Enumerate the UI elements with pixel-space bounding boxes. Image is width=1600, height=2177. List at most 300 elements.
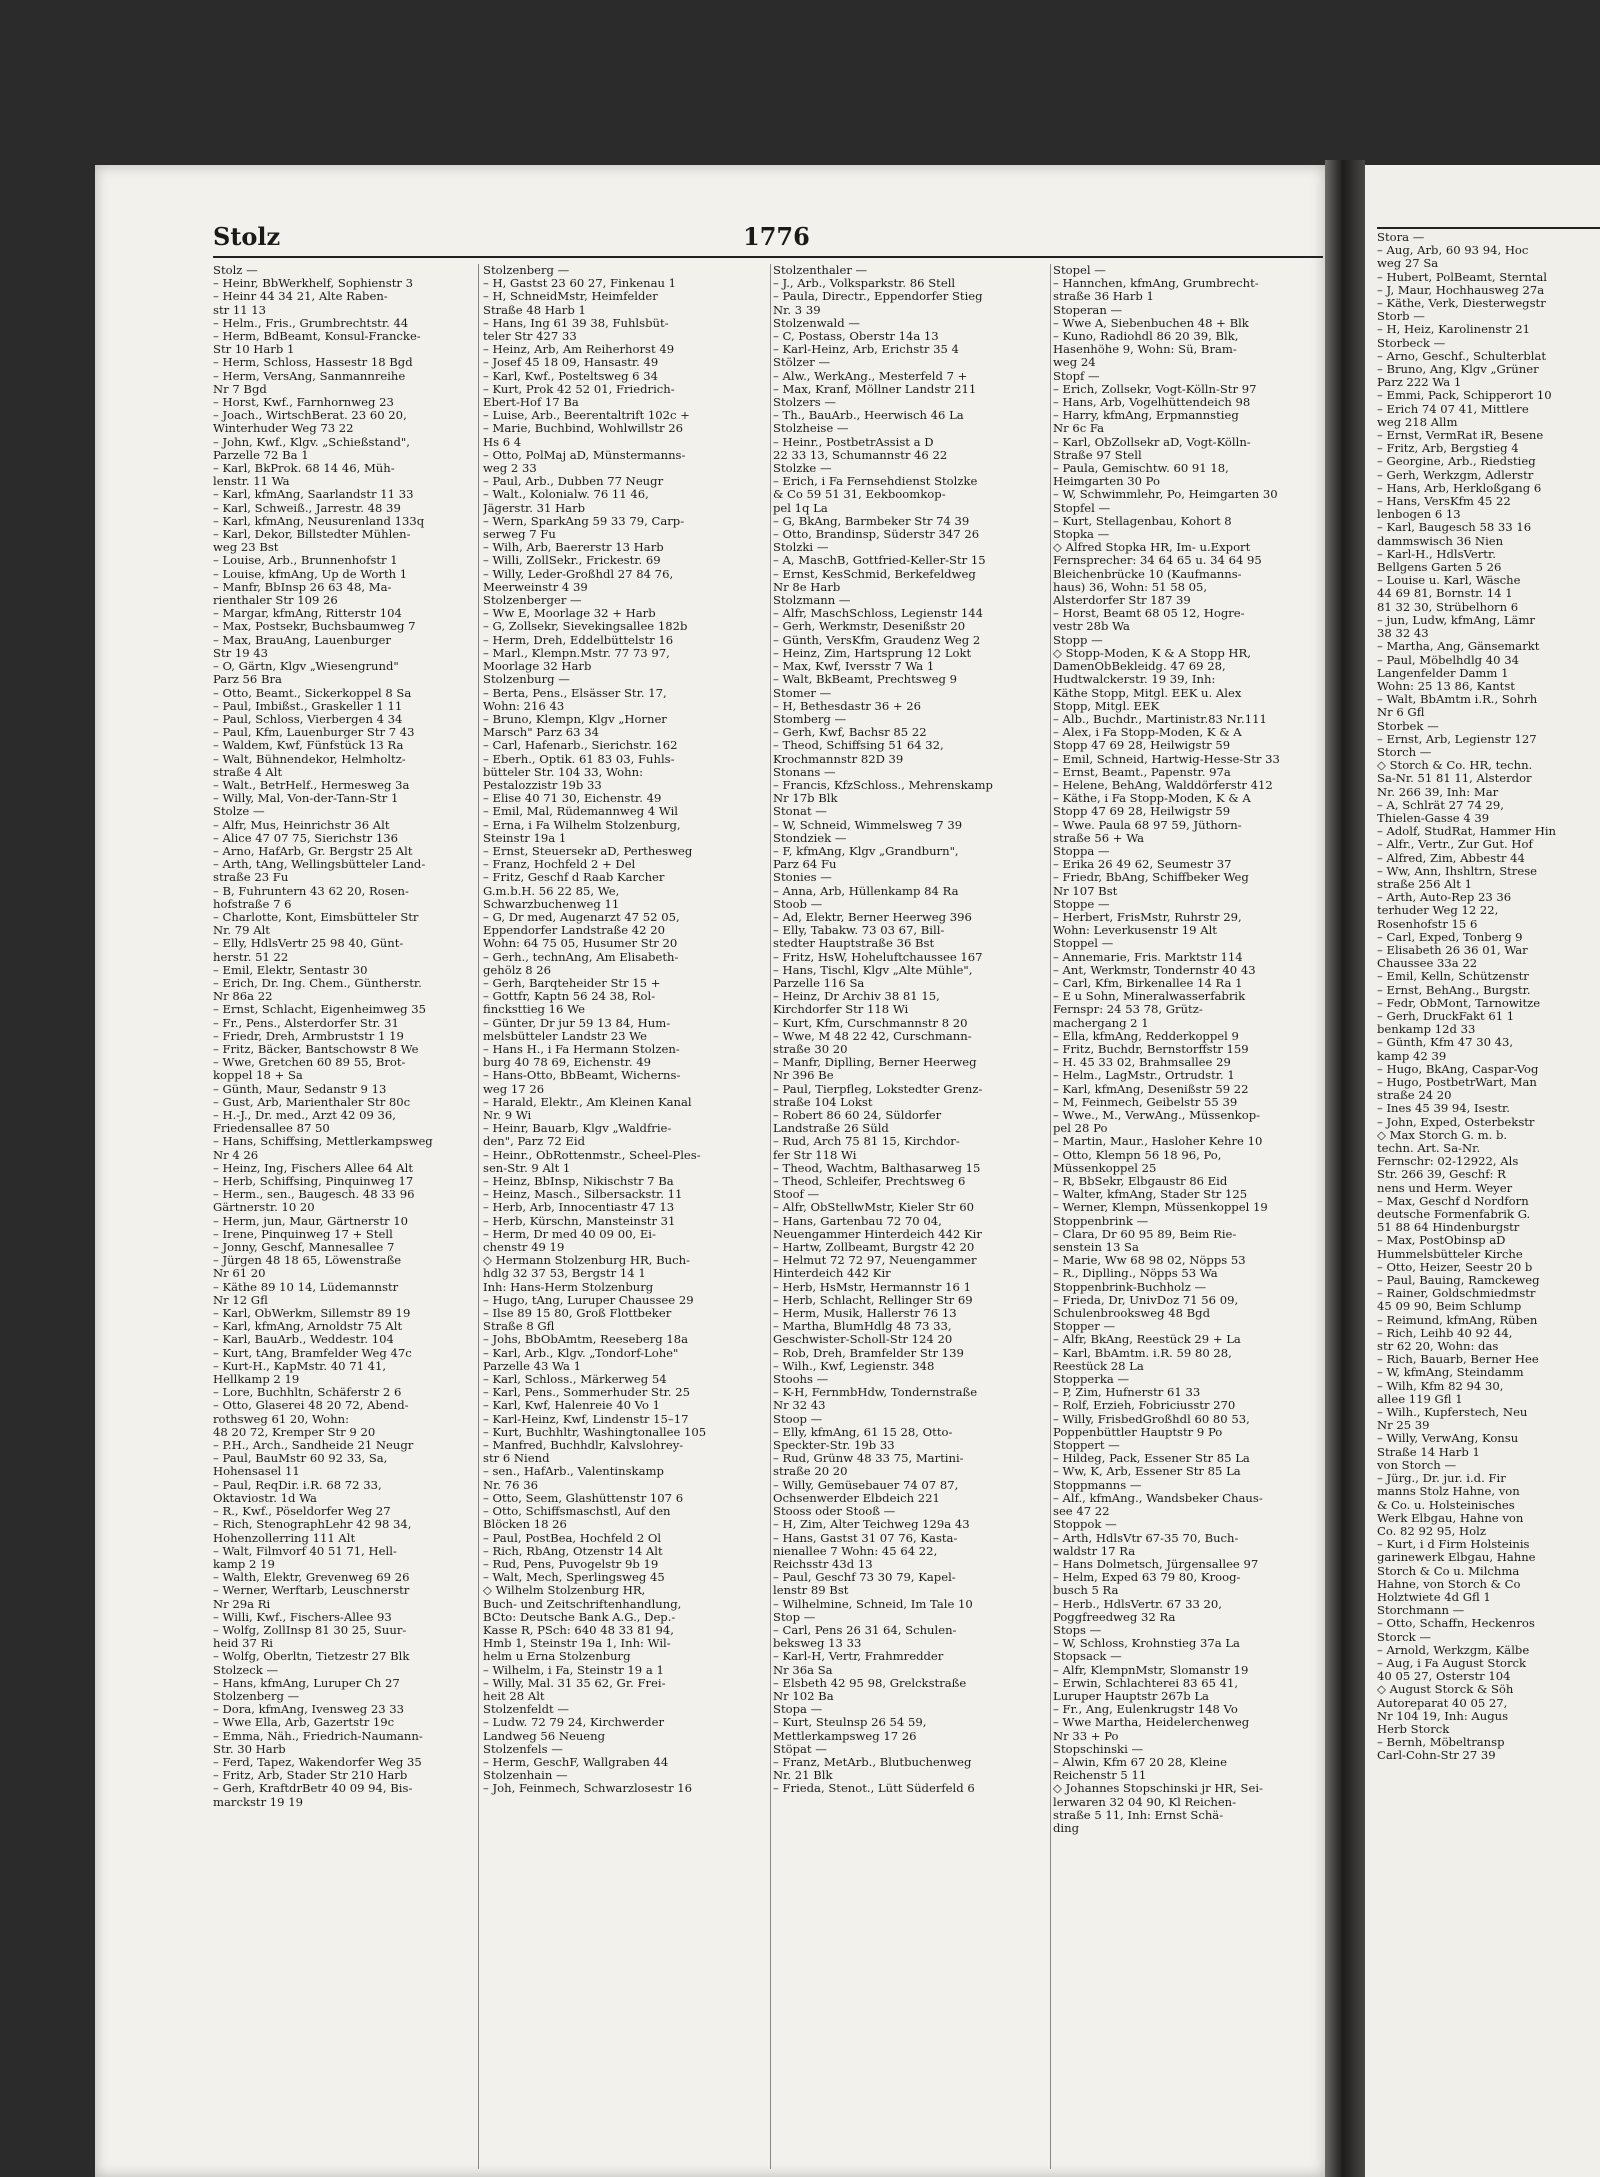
directory-entry-line: – J., Arb., Volksparkstr. 86 Stell bbox=[773, 277, 956, 291]
directory-entry-line: – Wwe Martha, Heidelerchenweg bbox=[1053, 1716, 1250, 1730]
directory-entry-line: – Eberh., Optik. 61 83 03, Fuhls- bbox=[483, 752, 675, 766]
directory-entry-line: Fernsprecher: 34 64 65 u. 34 64 95 bbox=[1053, 554, 1262, 568]
directory-entry-line: – Theod, Wachtm, Balthasarweg 15 bbox=[773, 1161, 981, 1175]
directory-entry-line: Stomberg — bbox=[773, 712, 847, 726]
directory-entry-line: pel 1q La bbox=[773, 501, 828, 515]
directory-entry-line: Stoppenbrink-Buchholz — bbox=[1053, 1280, 1207, 1294]
next-page-entry-line: ◇ Max Storch G. m. b. bbox=[1377, 1128, 1508, 1142]
directory-entry-line: – Ernst, Steuersekr aD, Perthesweg bbox=[483, 844, 693, 858]
directory-entry-line: – Ww E, Moorlage 32 + Harb bbox=[483, 607, 656, 621]
directory-entry-line: – Otto, Seem, Glashüttenstr 107 6 bbox=[483, 1491, 684, 1505]
next-page-entry-line: – Elisabeth 26 36 01, War bbox=[1377, 943, 1528, 957]
directory-entry-line: Poggfreedweg 32 Ra bbox=[1053, 1610, 1176, 1624]
next-page-entry-line: – Paul, Möbelhdlg 40 34 bbox=[1377, 653, 1519, 667]
next-page-entry-line: techn. Art. Sa-Nr. bbox=[1377, 1142, 1481, 1156]
directory-entry-line: – Kurt, Kfm, Curschmannstr 8 20 bbox=[773, 1016, 968, 1030]
directory-entry-line: – Gerh, Werkmstr, Desenißstr 20 bbox=[773, 620, 966, 634]
directory-entry-line: – Günth, Maur, Sedanstr 9 13 bbox=[213, 1082, 387, 1096]
directory-entry-line: – Martin, Maur., Hasloher Kehre 10 bbox=[1053, 1135, 1263, 1149]
directory-entry-line: – Horst, Kwf., Farnhornweg 23 bbox=[213, 396, 394, 410]
directory-entry-line: vestr 28b Wa bbox=[1053, 620, 1130, 634]
directory-entry-line: Stoob — bbox=[773, 897, 823, 911]
directory-entry-line: Nr 8e Harb bbox=[773, 580, 841, 594]
directory-entry-line: – B, Fuhruntern 43 62 20, Rosen- bbox=[213, 884, 409, 898]
directory-entry-line: Hs 6 4 bbox=[483, 435, 522, 449]
next-page-entry-line: – Ernst, BehAng., Burgstr. bbox=[1377, 983, 1531, 997]
next-page-entry-line: Storch & Co u. Milchma bbox=[1377, 1564, 1520, 1578]
directory-entry-line: – Walt, Filmvorf 40 51 71, Hell- bbox=[213, 1544, 397, 1558]
directory-entry-line: Nr. 3 39 bbox=[773, 303, 821, 317]
directory-entry-line: – Erika 26 49 62, Seumestr 37 bbox=[1053, 858, 1232, 872]
next-page-entry-line: – Alfr., Vertr., Zur Gut. Hof bbox=[1377, 838, 1533, 852]
directory-entry-line: Heimgarten 30 Po bbox=[1053, 475, 1160, 489]
next-page-entry-line: Herb Storck bbox=[1377, 1722, 1450, 1736]
directory-entry-line: – Käthe, i Fa Stopp-Moden, K & A bbox=[1053, 792, 1251, 806]
directory-entry-line: – Herm., sen., Baugesch. 48 33 96 bbox=[213, 1188, 415, 1202]
directory-entry-line: – Bruno, Klempn, Klgv „Horner bbox=[483, 712, 667, 726]
directory-entry-line: – Rud, Arch 75 81 15, Kirchdor- bbox=[773, 1135, 960, 1149]
directory-entry-line: Stolz — bbox=[213, 264, 258, 277]
directory-entry-line: Straße 48 Harb 1 bbox=[483, 303, 586, 317]
next-page-entry-line: – Erich 74 07 41, Mittlere bbox=[1377, 402, 1529, 416]
directory-entry-line: – Werner, Klempn, Müssenkoppel 19 bbox=[1053, 1201, 1268, 1215]
directory-entry-line: Parz 64 Fu bbox=[773, 858, 837, 872]
directory-entry-line: Stölzer — bbox=[773, 356, 831, 370]
directory-entry-line: Ochsenwerder Elbdeich 221 bbox=[773, 1491, 940, 1505]
next-page-entry-line: – Jürg., Dr. jur. i.d. Fir bbox=[1377, 1472, 1506, 1486]
directory-entry-line: – Kurt, Buchhltr, Washingtonallee 105 bbox=[483, 1425, 707, 1439]
directory-entry-line: Parzelle 72 Ba 1 bbox=[213, 448, 309, 462]
directory-entry-line: – Rud, Grünw 48 33 75, Martini- bbox=[773, 1452, 964, 1466]
next-page-entry-line: – Emmi, Pack, Schipperort 10 bbox=[1377, 389, 1552, 403]
directory-entry-line: – Helm., Fris., Grumbrechtstr. 44 bbox=[213, 316, 409, 330]
directory-entry-line: ◇ Hermann Stolzenburg HR, Buch- bbox=[483, 1254, 690, 1268]
directory-entry-line: – Berta, Pens., Elsässer Str. 17, bbox=[483, 686, 667, 700]
directory-entry-line: Nr. 79 Alt bbox=[213, 924, 270, 938]
directory-entry-line: – Karl, BauArb., Weddestr. 104 bbox=[213, 1333, 394, 1347]
directory-entry-line: – Lore, Buchhltn, Schäferstr 2 6 bbox=[213, 1386, 402, 1400]
directory-entry-line: – Wolfg, Oberltn, Tietzestr 27 Blk bbox=[213, 1650, 410, 1664]
directory-entry-line: – Harald, Elektr., Am Kleinen Kanal bbox=[483, 1095, 692, 1109]
directory-entry-line: – Karl, Kwf, Halenreie 40 Vo 1 bbox=[483, 1399, 661, 1413]
next-page-column bbox=[1377, 231, 1600, 1763]
directory-entry-line: hofstraße 7 6 bbox=[213, 897, 292, 911]
directory-entry-line: – Johs, BbObAmtm, Reeseberg 18a bbox=[483, 1333, 689, 1347]
directory-entry-line: – R., Kwf., Pöseldorfer Weg 27 bbox=[213, 1505, 391, 1519]
directory-entry-line: Nr 33 + Po bbox=[1053, 1729, 1119, 1743]
next-page-entry-line: kamp 42 39 bbox=[1377, 1049, 1447, 1063]
directory-entry-line: – Fritz, Arb, Stader Str 210 Harb bbox=[213, 1769, 408, 1783]
directory-entry-line: Stolzenfels — bbox=[483, 1742, 563, 1756]
next-page-entry-line: ◇ August Storck & Söh bbox=[1377, 1683, 1514, 1697]
directory-entry-line: – Ant, Werkmstr, Tondernstr 40 43 bbox=[1053, 963, 1256, 977]
directory-entry-line: Stonies — bbox=[773, 871, 832, 885]
directory-entry-line: – Louise, Arb., Brunnenhofstr 1 bbox=[213, 554, 398, 568]
next-page-entry-line: Chaussee 33a 22 bbox=[1377, 957, 1478, 971]
directory-entry-line: Winterhuder Weg 73 22 bbox=[213, 422, 354, 436]
next-page-entry-line: 81 32 30, Strübelhorn 6 bbox=[1377, 600, 1519, 614]
directory-entry-line: Stop — bbox=[773, 1610, 816, 1624]
directory-entry-line: Fernspr: 24 53 78, Grütz- bbox=[1053, 1003, 1203, 1017]
directory-entry-line: Buch- und Zeitschriftenhandlung, bbox=[483, 1597, 682, 1611]
next-page-entry-line: – Walt, BbAmtm i.R., Sohrh bbox=[1377, 693, 1538, 707]
next-page-entry-line: – Gerh, DruckFakt 61 1 bbox=[1377, 1009, 1515, 1023]
directory-entry-line: – Alb., Buchdr., Martinistr.83 Nr.111 bbox=[1053, 712, 1267, 726]
directory-entry-line: – Helene, BehAng, Walddörferstr 412 bbox=[1053, 778, 1273, 792]
next-page-entry-line: & Co. u. Holsteinisches bbox=[1377, 1498, 1515, 1512]
next-page-entry-line: – J, Maur, Hochhausweg 27a bbox=[1377, 283, 1545, 297]
next-page-entry-line: nens und Herm. Weyer bbox=[1377, 1181, 1513, 1195]
directory-entry-line: – Walt., BetrHelf., Hermesweg 3a bbox=[213, 778, 410, 792]
directory-entry-line: – Willi, Kwf., Fischers-Allee 93 bbox=[213, 1610, 392, 1624]
next-page-entry-line: Nr 104 19, Inh: Augus bbox=[1377, 1709, 1509, 1723]
directory-entry-line: – H, Bethesdastr 36 + 26 bbox=[773, 699, 922, 713]
directory-entry-line: Stooss oder Stooß — bbox=[773, 1505, 896, 1519]
next-page-entry-line: Straße 14 Harb 1 bbox=[1377, 1445, 1480, 1459]
directory-entry-line: lenstr. 11 Wa bbox=[213, 475, 290, 489]
directory-entry-line: straße 56 + Wa bbox=[1053, 831, 1145, 845]
directory-entry-line: – Jonny, Geschf, Mannesallee 7 bbox=[213, 1241, 395, 1255]
directory-entry-line: senstein 13 Sa bbox=[1053, 1241, 1139, 1255]
directory-entry-line: – H, SchneidMstr, Heimfelder bbox=[483, 290, 658, 304]
directory-entry-line: – Elise 40 71 30, Eichenstr. 49 bbox=[483, 792, 662, 806]
directory-entry-line: – Manfr, BbInsp 26 63 48, Ma- bbox=[213, 580, 392, 594]
directory-column-2 bbox=[483, 264, 768, 2169]
directory-entry-line: – Günth, VersKfm, Graudenz Weg 2 bbox=[773, 633, 981, 647]
directory-entry-line: Stopf — bbox=[1053, 369, 1100, 383]
directory-entry-line: burg 40 78 69, Eichenstr. 49 bbox=[483, 1056, 651, 1070]
directory-entry-line: Nr 29a Ri bbox=[213, 1597, 271, 1611]
next-page-entry-line: – Willy, VerwAng, Konsu bbox=[1377, 1432, 1519, 1446]
directory-entry-line: – M, Feinmech, Geibelstr 55 39 bbox=[1053, 1095, 1238, 1109]
directory-entry-line: Stonans — bbox=[773, 765, 836, 779]
directory-entry-line: – Wwe, Gretchen 60 89 55, Brot- bbox=[213, 1056, 406, 1070]
directory-entry-line: – Hans, kfmAng, Luruper Ch 27 bbox=[213, 1676, 400, 1690]
directory-entry-line: bütteler Str. 104 33, Wohn: bbox=[483, 765, 643, 779]
directory-entry-line: busch 5 Ra bbox=[1053, 1584, 1119, 1598]
directory-entry-line: lerwaren 32 04 90, Kl Reichen- bbox=[1053, 1795, 1237, 1809]
directory-entry-line: Stoppa — bbox=[1053, 844, 1110, 858]
directory-entry-line: Stopperka — bbox=[1053, 1373, 1130, 1387]
directory-entry-line: – Dora, kfmAng, Ivensweg 23 33 bbox=[213, 1703, 405, 1717]
directory-entry-line: – P, Zim, Hufnerstr 61 33 bbox=[1053, 1386, 1201, 1400]
directory-entry-line: Alsterdorfer Str 187 39 bbox=[1053, 594, 1191, 608]
directory-entry-line: – Emil, Mal, Rüdemannweg 4 Wil bbox=[483, 805, 678, 819]
directory-entry-line: Nr 36a Sa bbox=[773, 1663, 833, 1677]
directory-entry-line: Nr. 76 36 bbox=[483, 1478, 538, 1492]
next-page-entry-line: – Max, PostObinsp aD bbox=[1377, 1234, 1506, 1248]
directory-entry-line: – Alice 47 07 75, Sierichstr 136 bbox=[213, 831, 398, 845]
directory-entry-line: rothsweg 61 20, Wohn: bbox=[213, 1412, 349, 1426]
directory-entry-line: – Heinr, Bauarb, Klgv „Waldfrie- bbox=[483, 1122, 672, 1136]
directory-entry-line: Nr. 9 Wi bbox=[483, 1109, 532, 1122]
directory-entry-line: Wohn: 64 75 05, Husumer Str 20 bbox=[483, 937, 678, 951]
directory-entry-line: – G, Zollsekr, Sievekingsallee 182b bbox=[483, 620, 688, 634]
directory-entry-line: – Annemarie, Fris. Marktstr 114 bbox=[1053, 950, 1243, 964]
directory-entry-line: – Herb, HsMstr, Hermannstr 16 1 bbox=[773, 1280, 971, 1294]
directory-entry-line: – Helm, Exped 63 79 80, Kroog- bbox=[1053, 1571, 1241, 1585]
directory-entry-line: – Anna, Arb, Hüllenkamp 84 Ra bbox=[773, 884, 959, 898]
directory-entry-line: – Herb, Schiffsing, Pinquinweg 17 bbox=[213, 1175, 414, 1189]
next-page-entry-line: – Max, Geschf d Nordforn bbox=[1377, 1194, 1529, 1208]
directory-entry-line: – G, Dr med, Augenarzt 47 52 05, bbox=[483, 910, 680, 924]
directory-entry-line: 48 20 72, Kremper Str 9 20 bbox=[213, 1425, 376, 1439]
directory-entry-line: – Herm, jun, Maur, Gärtnerstr 10 bbox=[213, 1214, 408, 1228]
directory-entry-line: – Willy, Mal. 31 35 62, Gr. Frei- bbox=[483, 1676, 666, 1690]
directory-entry-line: hdlg 32 37 53, Bergstr 14 1 bbox=[483, 1267, 646, 1281]
directory-entry-line: stedter Hauptstraße 36 Bst bbox=[773, 937, 935, 951]
directory-entry-line: – Wwe A, Siebenbuchen 48 + Blk bbox=[1053, 316, 1249, 330]
next-page-entry-line: – Hugo, PostbetrWart, Man bbox=[1377, 1076, 1537, 1089]
next-page-entry-line: – Aug, Arb, 60 93 94, Hoc bbox=[1377, 244, 1529, 258]
directory-entry-line: Nr 86a 22 bbox=[213, 990, 273, 1004]
directory-entry-line: – W, Schneid, Wimmelsweg 7 39 bbox=[773, 818, 963, 832]
directory-entry-line: – Paul, ReqDir. i.R. 68 72 33, bbox=[213, 1478, 382, 1492]
directory-entry-line: – Fritz, HsW, Hoheluftchaussee 167 bbox=[773, 950, 983, 964]
directory-entry-line: – Paul, Geschf 73 30 79, Kapel- bbox=[773, 1571, 956, 1585]
directory-entry-line: Str. 30 Harb bbox=[213, 1742, 286, 1756]
directory-entry-line: – Rich, StenographLehr 42 98 34, bbox=[213, 1518, 412, 1532]
directory-entry-line: – Karl, BkProk. 68 14 46, Müh- bbox=[213, 462, 395, 476]
directory-entry-line: Stomer — bbox=[773, 686, 832, 700]
next-page-header-rule bbox=[1377, 227, 1600, 229]
directory-entry-line: – A, MaschB, Gottfried-Keller-Str 15 bbox=[773, 554, 986, 568]
directory-entry-line: Stöpat — bbox=[773, 1742, 827, 1756]
directory-entry-line: – Paula, Gemischtw. 60 91 18, bbox=[1053, 462, 1229, 476]
directory-entry-line: – Alfr, KlempnMstr, Slomanstr 19 bbox=[1053, 1663, 1249, 1677]
directory-entry-line: – Hartw, Zollbeamt, Burgstr 42 20 bbox=[773, 1241, 975, 1255]
directory-entry-line: Stoof — bbox=[773, 1188, 820, 1202]
directory-entry-line: ◇ Wilhelm Stolzenburg HR, bbox=[483, 1584, 646, 1598]
directory-entry-line: – Hildeg, Pack, Essener Str 85 La bbox=[1053, 1452, 1250, 1466]
next-page-entry-line: str 62 20, Wohn: das bbox=[1377, 1340, 1499, 1354]
directory-entry-line: – Elsbeth 42 95 98, Grelckstraße bbox=[773, 1676, 967, 1690]
directory-entry-line: straße 30 20 bbox=[773, 1042, 848, 1056]
directory-entry-line: Kasse R, PSch: 640 48 33 81 94, bbox=[483, 1623, 674, 1637]
directory-entry-line: Nr 6c Fa bbox=[1053, 422, 1105, 436]
directory-entry-line: Stopa — bbox=[773, 1703, 823, 1717]
directory-entry-line: – Walt, BkBeamt, Prechtsweg 9 bbox=[773, 673, 957, 687]
next-page-entry-line: – Ww, Ann, Ihshltrn, Strese bbox=[1377, 864, 1538, 878]
next-page-entry-line: Wohn: 25 13 86, Kantst bbox=[1377, 679, 1515, 693]
directory-entry-line: Stopp 47 69 28, Heilwigstr 59 bbox=[1053, 739, 1231, 753]
directory-entry-line: Moorlage 32 Harb bbox=[483, 660, 592, 674]
directory-entry-line: – Heinz, Arb, Am Reiherhorst 49 bbox=[483, 343, 675, 357]
next-page-entry-line: Nr. 266 39, Inh: Mar bbox=[1377, 785, 1499, 799]
directory-entry-line: Neuengammer Hinterdeich 442 Kir bbox=[773, 1227, 982, 1241]
directory-entry-line: – Margar, kfmAng, Ritterstr 104 bbox=[213, 607, 402, 621]
next-page-entry-line: Werk Elbgau, Hahne von bbox=[1377, 1511, 1524, 1525]
directory-entry-line: – Paul, Schloss, Vierbergen 4 34 bbox=[213, 712, 403, 726]
directory-entry-line: – Francis, KfzSchloss., Mehrenskamp bbox=[773, 778, 993, 792]
directory-entry-line: – Marie, Ww 68 98 02, Nöpps 53 bbox=[1053, 1254, 1246, 1268]
directory-entry-line: Stolzki — bbox=[773, 541, 829, 555]
next-page-entry-line: Storch — bbox=[1377, 745, 1432, 759]
next-page-entry-line: 40 05 27, Osterstr 104 bbox=[1377, 1670, 1511, 1684]
directory-entry-line: – Hans Dolmetsch, Jürgensallee 97 bbox=[1053, 1557, 1259, 1571]
directory-entry-line: Stoperan — bbox=[1053, 303, 1123, 317]
directory-entry-line: – Herb., HdlsVertr. 67 33 20, bbox=[1053, 1597, 1222, 1611]
directory-entry-line: – Ella, kfmAng, Redderkoppel 9 bbox=[1053, 1029, 1239, 1043]
directory-entry-line: – R, BbSekr, Elbgaustr 86 Eid bbox=[1053, 1175, 1228, 1189]
directory-entry-line: – Harry, kfmAng, Erpmannstieg bbox=[1053, 409, 1239, 423]
next-page-entry-line: – Wilh., Kupferstech, Neu bbox=[1377, 1406, 1528, 1420]
directory-column-4 bbox=[1053, 264, 1323, 2169]
next-page-entry-line: – Alfred, Zim, Abbestr 44 bbox=[1377, 851, 1525, 865]
directory-entry-line: Stolzke — bbox=[773, 462, 832, 476]
directory-entry-line: – Alfr, ObStellwMstr, Kieler Str 60 bbox=[773, 1201, 974, 1215]
directory-entry-line: Nr 17b Blk bbox=[773, 792, 838, 806]
directory-entry-line: – Theod, Schiffsing 51 64 32, bbox=[773, 739, 944, 753]
directory-entry-line: Str 10 Harb 1 bbox=[213, 343, 295, 357]
directory-entry-line: str 11 13 bbox=[213, 303, 267, 317]
directory-entry-line: – Hans H., i Fa Hermann Stolzen- bbox=[483, 1042, 680, 1056]
next-page-entry-line: – Fedr, ObMont, Tarnowitze bbox=[1377, 996, 1541, 1010]
directory-entry-line: – Franz, MetArb., Blutbuchenweg bbox=[773, 1755, 972, 1769]
directory-entry-line: nienallee 7 Wohn: 45 64 22, bbox=[773, 1544, 938, 1558]
directory-entry-line: – Arno, HafArb, Gr. Bergstr 25 Alt bbox=[213, 844, 413, 858]
next-page-entry-line: Str. 266 39, Geschf: R bbox=[1377, 1168, 1506, 1182]
next-page-entry-line: benkamp 12d 33 bbox=[1377, 1023, 1476, 1037]
directory-entry-line: – Luise, Arb., Beerentaltrift 102c + bbox=[483, 409, 690, 423]
directory-entry-line: – Willy, Mal, Von-der-Tann-Str 1 bbox=[213, 792, 399, 806]
directory-entry-line: Nr 7 Bgd bbox=[213, 382, 267, 396]
directory-entry-line: – Robert 86 60 24, Süldorfer bbox=[773, 1109, 942, 1122]
directory-entry-line: – Jürgen 48 18 65, Löwenstraße bbox=[213, 1254, 402, 1268]
directory-entry-line: – Hans, Tischl, Klgv „Alte Mühle", bbox=[773, 963, 973, 977]
directory-entry-line: straße 36 Harb 1 bbox=[1053, 290, 1154, 304]
directory-entry-line: Schulenbrooksweg 48 Bgd bbox=[1053, 1307, 1210, 1321]
next-page-entry-line: – Arno, Geschf., Schulterblat bbox=[1377, 349, 1547, 363]
directory-entry-line: – Rob, Dreh, Bramfelder Str 139 bbox=[773, 1346, 964, 1360]
column-divider bbox=[770, 264, 771, 2169]
directory-entry-line: – Karl, kfmAng, Desenißstr 59 22 bbox=[1053, 1082, 1249, 1096]
directory-entry-line: – Wilhelmine, Schneid, Im Tale 10 bbox=[773, 1597, 973, 1611]
directory-entry-line: – Elly, Tabakw. 73 03 67, Bill- bbox=[773, 924, 945, 938]
directory-entry-line: fer Str 118 Wi bbox=[773, 1148, 857, 1162]
directory-entry-line: – Alwin, Kfm 67 20 28, Kleine bbox=[1053, 1755, 1227, 1769]
directory-entry-line: – Hans-Otto, BbBeamt, Wicherns- bbox=[483, 1069, 681, 1083]
directory-entry-line: – Carl, Hafenarb., Sierichstr. 162 bbox=[483, 739, 678, 753]
directory-entry-line: G.m.b.H. 56 22 85, We, bbox=[483, 884, 620, 898]
directory-entry-line: – Willi, ZollSekr., Frickestr. 69 bbox=[483, 554, 661, 568]
directory-column-3 bbox=[773, 264, 1048, 2169]
directory-entry-line: – Werner, Werftarb, Leuschnerstr bbox=[213, 1584, 410, 1598]
directory-entry-line: – Rud, Pens, Puvogelstr 9b 19 bbox=[483, 1557, 659, 1571]
directory-entry-line: Blöcken 18 26 bbox=[483, 1518, 567, 1532]
next-page-entry-line: lenbogen 6 13 bbox=[1377, 508, 1461, 522]
directory-entry-line: – Karl, kfmAng, Saarlandstr 11 33 bbox=[213, 488, 414, 502]
directory-entry-line: sen-Str. 9 Alt 1 bbox=[483, 1161, 571, 1175]
directory-entry-line: – H, Gastst 23 60 27, Finkenau 1 bbox=[483, 277, 677, 291]
directory-entry-line: – Karl, kfmAng, Arnoldstr 75 Alt bbox=[213, 1320, 403, 1334]
directory-entry-line: Stoohs — bbox=[773, 1373, 829, 1387]
directory-entry-line: – Otto, PolMaj aD, Münstermanns- bbox=[483, 448, 686, 462]
directory-entry-line: machergang 2 1 bbox=[1053, 1016, 1149, 1030]
directory-entry-line: – Willy, FrisbedGroßhdl 60 80 53, bbox=[1053, 1412, 1250, 1426]
next-page-entry-line: – Kurt, i d Firm Holsteinis bbox=[1377, 1538, 1530, 1552]
directory-entry-line: Str 19 43 bbox=[213, 646, 269, 660]
directory-entry-line: – Gust, Arb, Marienthaler Str 80c bbox=[213, 1095, 411, 1109]
next-page-entry-line: Hahne, von Storch & Co bbox=[1377, 1577, 1521, 1591]
directory-entry-line: Stolzenwald — bbox=[773, 316, 860, 330]
directory-entry-line: Speckter-Str. 19b 33 bbox=[773, 1439, 895, 1453]
directory-entry-line: Müssenkoppel 25 bbox=[1053, 1161, 1157, 1175]
directory-entry-line: – Manfr, Diplling, Berner Heerweg bbox=[773, 1056, 977, 1070]
directory-entry-line: – Friedr, Dreh, Armbruststr 1 19 bbox=[213, 1029, 404, 1043]
directory-entry-line: – Arth, tAng, Wellingsbütteler Land- bbox=[213, 858, 426, 872]
directory-entry-line: Reichenstr 5 11 bbox=[1053, 1769, 1147, 1783]
next-page-edge bbox=[1365, 165, 1600, 2177]
directory-entry-line: den", Parz 72 Eid bbox=[483, 1135, 586, 1149]
directory-entry-line: – Josef 45 18 09, Hansastr. 49 bbox=[483, 356, 659, 370]
next-page-entry-line: – Hubert, PolBeamt, Sterntal bbox=[1377, 270, 1547, 284]
directory-entry-line: – Erwin, Schlachterei 83 65 41, bbox=[1053, 1676, 1239, 1690]
directory-entry-line: – Herbert, FrisMstr, Ruhrstr 29, bbox=[1053, 910, 1242, 924]
next-page-entry-line: – Otto, Schaffn, Heckenros bbox=[1377, 1617, 1535, 1631]
directory-entry-line: – Charlotte, Kont, Eimsbütteler Str bbox=[213, 910, 419, 924]
directory-entry-line: Landweg 56 Neueng bbox=[483, 1729, 606, 1743]
next-page-entry-line: Carl-Cohn-Str 27 39 bbox=[1377, 1749, 1496, 1763]
directory-entry-line: Landstraße 26 Süld bbox=[773, 1122, 889, 1136]
directory-entry-line: – Herm, Schloss, Hassestr 18 Bgd bbox=[213, 356, 413, 370]
directory-entry-line: Stoppmanns — bbox=[1053, 1478, 1142, 1492]
directory-entry-line: – Wwe., M., VerwAng., Müssenkop- bbox=[1053, 1109, 1261, 1122]
directory-entry-line: – H.-J., Dr. med., Arzt 42 09 36, bbox=[213, 1109, 396, 1122]
directory-entry-line: – Alfr, Mus, Heinrichstr 36 Alt bbox=[213, 818, 390, 832]
next-page-entry-line: Fernschr: 02-12922, Als bbox=[1377, 1155, 1519, 1169]
directory-entry-line: Nr. 21 Blk bbox=[773, 1769, 833, 1783]
directory-entry-line: Stolzenberg — bbox=[483, 264, 570, 277]
directory-entry-line: Reichsstr 43d 13 bbox=[773, 1557, 873, 1571]
directory-entry-line: weg 23 Bst bbox=[213, 541, 279, 555]
directory-entry-line: kamp 2 19 bbox=[213, 1557, 275, 1571]
directory-entry-line: – Ludw. 72 79 24, Kirchwerder bbox=[483, 1716, 665, 1730]
directory-entry-line: – K-H, FernmbHdw, Tondernstraße bbox=[773, 1386, 978, 1400]
directory-entry-line: – Wolfg, ZollInsp 81 30 25, Suur- bbox=[213, 1623, 407, 1637]
next-page-entry-line: – Fritz, Arb, Bergstieg 4 bbox=[1377, 442, 1519, 456]
directory-entry-line: Nr 396 Be bbox=[773, 1069, 834, 1083]
directory-entry-line: Parzelle 116 Sa bbox=[773, 976, 865, 990]
directory-entry-line: – F, kfmAng, Klgv „Grandburn", bbox=[773, 844, 959, 858]
directory-entry-line: – Käthe 89 10 14, Lüdemannstr bbox=[213, 1280, 399, 1294]
directory-entry-line: – Heinz, Ing, Fischers Allee 64 Alt bbox=[213, 1161, 414, 1175]
directory-entry-line: gehölz 8 26 bbox=[483, 963, 552, 977]
directory-entry-line: pel 28 Po bbox=[1053, 1122, 1108, 1136]
directory-entry-line: straße 5 11, Inh: Ernst Schä- bbox=[1053, 1808, 1224, 1822]
directory-entry-line: – G, BkAng, Barmbeker Str 74 39 bbox=[773, 514, 970, 528]
directory-entry-line: melsbütteler Landstr 23 We bbox=[483, 1029, 647, 1043]
directory-entry-line: – Ernst, Beamt., Papenstr. 97a bbox=[1053, 765, 1231, 779]
directory-entry-line: – Gerh., technAng, Am Elisabeth- bbox=[483, 950, 679, 964]
directory-entry-line: – Ilse 89 15 80, Groß Flottbeker bbox=[483, 1307, 672, 1321]
next-page-entry-line: ◇ Storch & Co. HR, techn. bbox=[1377, 759, 1533, 773]
directory-entry-line: Stoppel — bbox=[1053, 937, 1114, 951]
directory-entry-line: – Fritz, Buchdr, Bernstorffstr 159 bbox=[1053, 1042, 1249, 1056]
directory-entry-line: – Herm, BdBeamt, Konsul-Francke- bbox=[213, 330, 421, 344]
directory-entry-line: – Wern, SparkAng 59 33 79, Carp- bbox=[483, 514, 685, 528]
directory-entry-line: – Walter, kfmAng, Stader Str 125 bbox=[1053, 1188, 1248, 1202]
directory-entry-line: – H. 45 33 02, Brahmsallee 29 bbox=[1053, 1056, 1231, 1070]
directory-entry-line: Mettlerkampsweg 17 26 bbox=[773, 1729, 917, 1743]
directory-entry-line: – Herb, Arb, Innocentiastr 47 13 bbox=[483, 1201, 675, 1215]
directory-entry-line: – P.H., Arch., Sandheide 21 Neugr bbox=[213, 1439, 414, 1453]
directory-entry-line: Inh: Hans-Herm Stolzenburg bbox=[483, 1280, 654, 1294]
directory-entry-line: – Alex, i Fa Stopp-Moden, K & A bbox=[1053, 726, 1242, 740]
next-page-entry-line: weg 27 Sa bbox=[1377, 257, 1439, 271]
directory-entry-line: fincksttieg 16 We bbox=[483, 1003, 585, 1017]
column-divider bbox=[1050, 264, 1051, 2169]
